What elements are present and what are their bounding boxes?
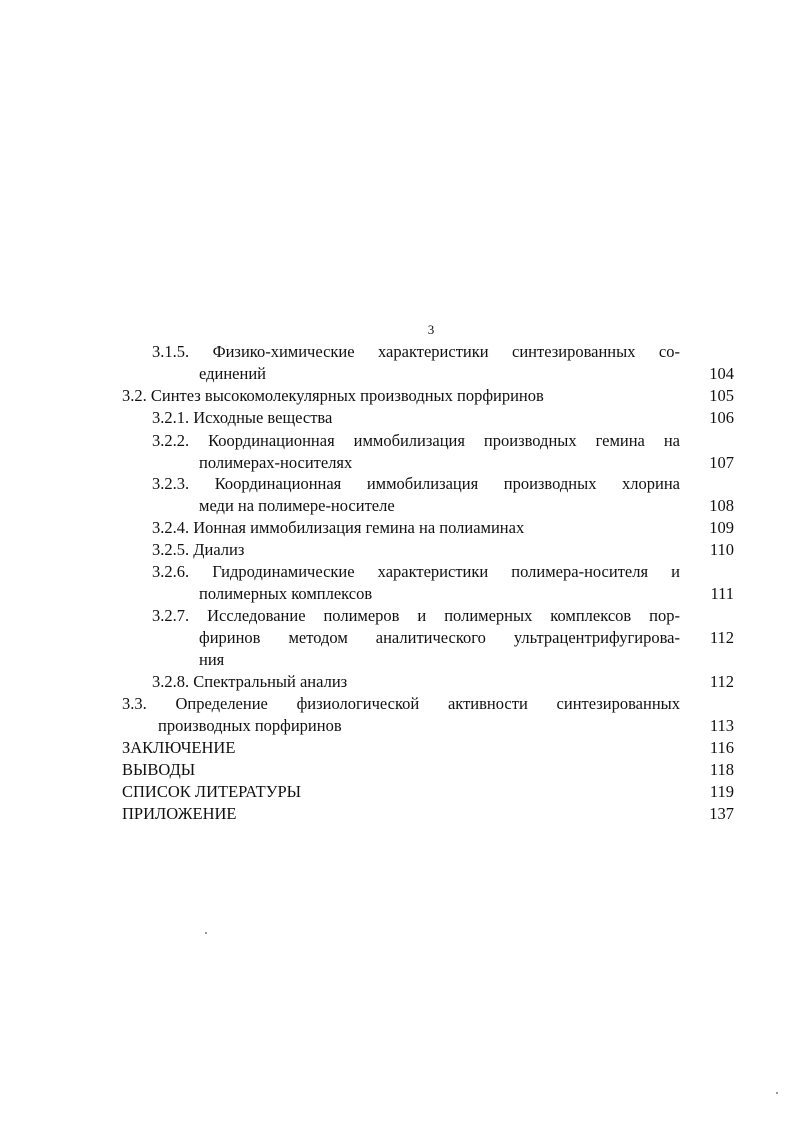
toc-entry-text: 3.2.2. Координационная иммобилизация производных гемина на: [152, 431, 680, 450]
toc-entry-text: фиринов методом аналитического ультрацентрифугирова-: [199, 628, 680, 647]
toc-page-number: 118: [709, 760, 734, 779]
toc-entry-text: 3.2.7. Исследование полимеров и полимерных комплексов пор-: [152, 606, 680, 625]
toc-entry-text: единений: [199, 364, 266, 383]
toc-entry-text: 3.2.5. Диализ: [152, 540, 245, 559]
toc-entry-text: 3.2. Синтез высокомолекулярных производных порфиринов: [122, 386, 544, 405]
toc-entry-text: 3.2.1. Исходные вещества: [152, 408, 333, 427]
toc-page-number: 119: [709, 782, 734, 801]
toc-entry-text: полимерных комплексов: [199, 584, 373, 603]
toc-entry-text: производных порфиринов: [158, 716, 342, 735]
toc-entry-text: СПИСОК ЛИТЕРАТУРЫ: [122, 782, 302, 801]
toc-entry-text: 3.3. Определение физиологической активности синтезированных: [122, 694, 680, 713]
toc-page-number: 110: [709, 540, 734, 559]
toc-page-number: 112: [709, 672, 734, 691]
toc-page-number: 109: [709, 518, 734, 537]
page-number: 3: [427, 322, 435, 337]
scan-speck: [776, 1092, 778, 1094]
toc-entry-text: ния: [199, 650, 225, 669]
toc-entry-text: 3.2.4. Ионная иммобилизация гемина на полиаминах: [152, 518, 525, 537]
toc-page-number: 107: [709, 453, 734, 472]
toc-entry-text: меди на полимере-носителе: [199, 496, 395, 515]
toc-entry-text: ЗАКЛЮЧЕНИЕ: [122, 738, 236, 757]
toc-entry-text: ВЫВОДЫ: [122, 760, 196, 779]
scan-speck: [205, 932, 207, 934]
toc-page-number: 112: [709, 628, 734, 647]
toc-page-number: 105: [709, 386, 734, 405]
toc-entry-text: полимерах-носителях: [199, 453, 353, 472]
toc-page-number: 108: [709, 496, 734, 515]
toc-page-number: 104: [709, 364, 734, 383]
toc-page-number: 111: [710, 584, 734, 603]
toc-entry-text: 3.2.6. Гидродинамические характеристики полимера-носителя и: [152, 562, 680, 581]
toc-entry-text: 3.2.3. Координационная иммобилизация производных хлорина: [152, 474, 680, 493]
toc-page-number: 113: [709, 716, 734, 735]
toc-entry-text: 3.1.5. Физико-химические характеристики синтезированных со-: [152, 342, 680, 361]
toc-entry-text: ПРИЛОЖЕНИЕ: [122, 804, 237, 823]
toc-page-number: 137: [709, 804, 734, 823]
toc-entry-text: 3.2.8. Спектральный анализ: [152, 672, 348, 691]
toc-page-number: 116: [709, 738, 734, 757]
toc-page-number: 106: [709, 408, 734, 427]
